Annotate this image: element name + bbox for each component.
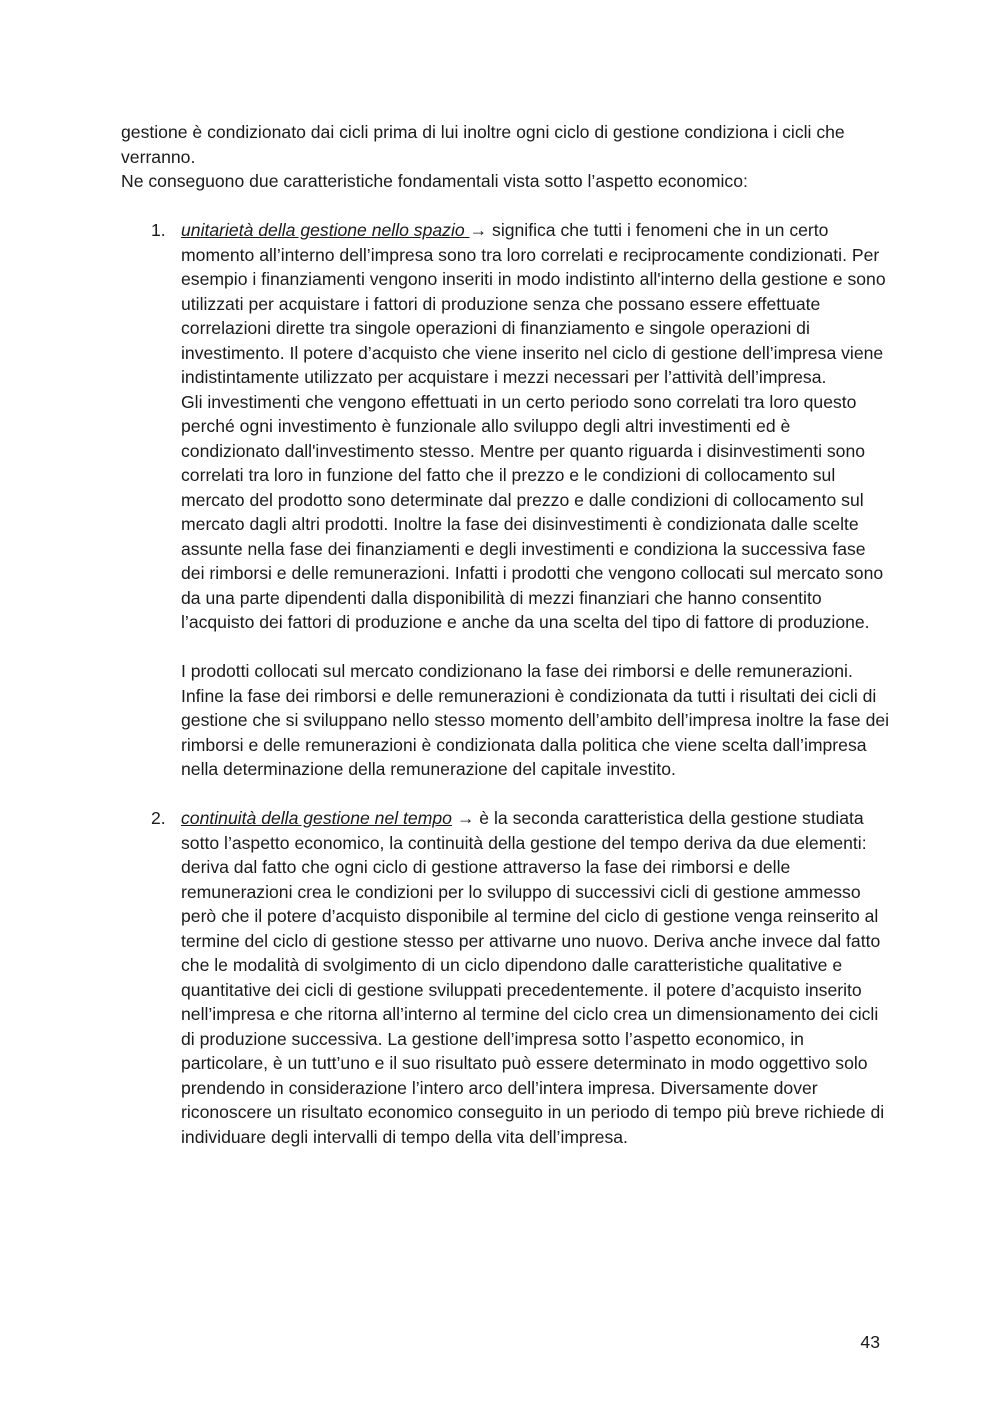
page-number: 43 [860,1332,880,1352]
list-item [121,218,891,782]
body-text [121,120,891,1174]
item-lead-text: significa che tutti i fenomeni che in un certo momento all’interno dell’impresa sono tra loro correlati e reciprocamente condizionati. Per esempio i finanziamenti vengono inseriti in modo indistinto all'interno della gestione e sono utilizzati per acquistare i fattori di produzione senza che possano essere effettuate correlazioni dirette tra singole operazioni di finanziamento e singole operazioni di investimento. Il potere d’acquisto che viene inserito nel ciclo di gestione dell’impresa viene indistintamente utilizzato per acquistare i mezzi necessari per l’attività dell’impresa. [181,220,886,387]
item-paragraph: I prodotti collocati sul mercato condizionano la fase dei rimborsi e delle remunerazioni. Infine la fase dei rimborsi e delle remunerazioni è condizionata da tutti i risultati dei cicli di gestione che si sviluppano nello stesso momento dell’ambito dell’impresa inoltre la fase dei rimborsi e delle remunerazioni è condizionata dalla politica che viene scelta dall’impresa nella determinazione della remunerazione del capitale investito. [181,661,890,779]
intro-paragraph: gestione è condizionato dai cicli prima di lui inoltre ogni ciclo di gestione condiziona i cicli che verranno. Ne conseguono due caratteristiche fondamentali vista sotto l’aspetto economico: [121,122,845,191]
item-paragraph: Gli investimenti che vengono effettuati in un certo periodo sono correlati tra loro questo perché ogni investimento è funzionale allo sviluppo degli altri investimenti ed è condizionato dall'investimento stesso. Mentre per quanto riguarda i disinvestimenti sono correlati tra loro in funzione del fatto che il prezzo e le condizioni di collocamento sul mercato del prodotto sono determinate dal prezzo e dalle condizioni di collocamento sul mercato dagli altri prodotti. Inoltre la fase dei disinvestimenti è condizionata dalle scelte assunte nella fase dei finanziamenti e degli investimenti e condiziona la successiva fase dei rimborsi e delle remunerazioni. Infatti i prodotti che vengono collocati sul mercato sono da una parte dipendenti dalla disponibilità di mezzi finanziari che hanno consentito l’acquisto dei fattori di produzione e anche da una scelta del tipo di fattore di produzione. [181,391,884,632]
paragraph-spacer [181,635,891,660]
list-number: 1. [151,220,166,240]
item-term: unitarietà della gestione nello spazio [181,220,470,240]
list-item [121,806,891,1149]
characteristics-list [121,218,891,1149]
arrow-glyph: → [451,808,475,828]
arrow-glyph: → [469,220,488,240]
item-lead-text: è la seconda caratteristica della gestione studiata sotto l’aspetto economico, la continuità della gestione del tempo deriva da due elementi: deriva dal fatto che ogni ciclo di gestione attraverso la fase dei rimborsi e delle remunerazioni crea le condizioni per lo sviluppo di successivi cicli di gestione ammesso però che il potere d’acquisto disponibile al termine del ciclo di gestione venga reinserito al termine del ciclo di gestione stesso per attivarne uno nuovo. Deriva anche invece dal fatto che le modalità di svolgimento di un ciclo dipendono dalle caratteristiche qualitative e quantitative dei cicli di gestione sviluppati precedentemente. il potere d’acquisto inserito nell’impresa e che ritorna all’interno al termine del ciclo crea un dimensionamento dei cicli di produzione successiva. La gestione dell’impresa sotto l’aspetto economico, in particolare, è un tutt’uno e il suo risultato può essere determinato in modo oggettivo solo prendendo in considerazione l’intero arco dell’intera impresa. Diversamente dover riconoscere un risultato economico conseguito in un periodo di tempo più breve richiede di individuare degli intervalli di tempo della vita dell’impresa. [181,808,885,1147]
item-lead-paragraph [181,218,891,390]
item-lead-paragraph [181,806,891,1149]
item-term: continuità della gestione nel tempo [181,808,452,828]
list-number: 2. [151,808,166,828]
